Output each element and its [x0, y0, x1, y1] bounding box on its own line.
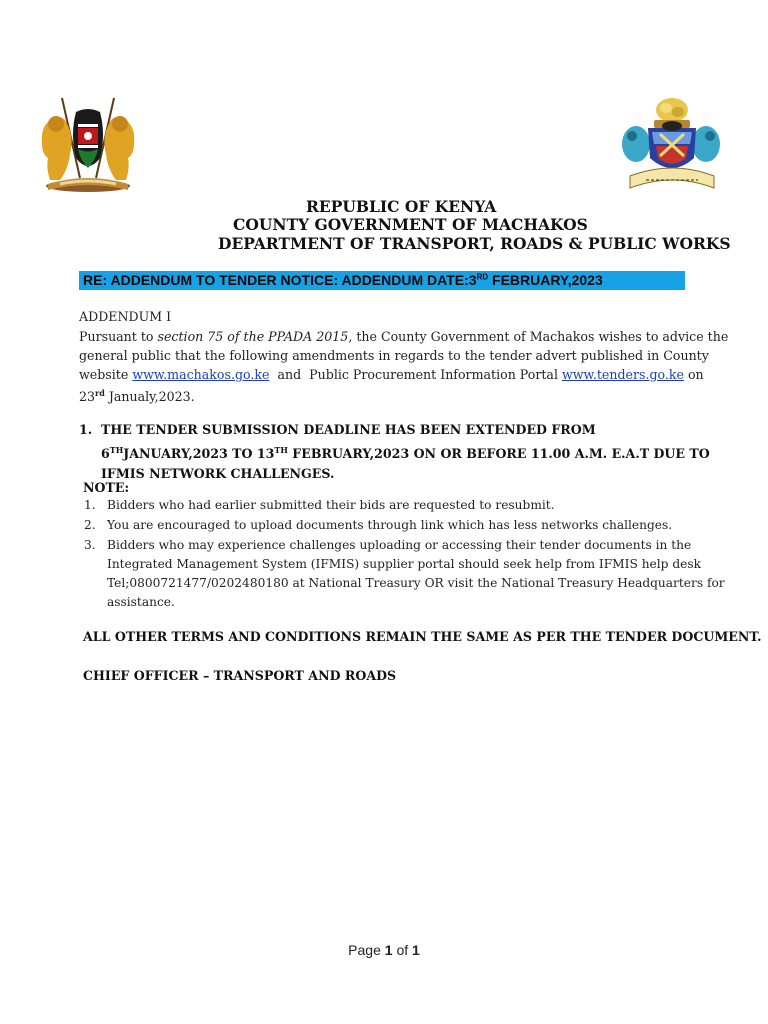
intro-text-5: Janualy,2023.	[104, 389, 195, 405]
signatory: CHIEF OFFICER – TRANSPORT AND ROADS	[83, 668, 397, 683]
header-republic: REPUBLIC OF KENYA	[306, 197, 497, 216]
intro-superscript: rd	[95, 388, 105, 398]
footer-of-word: of	[392, 942, 413, 958]
kenya-coat-of-arms-icon	[34, 94, 142, 194]
terms-statement: ALL OTHER TERMS AND CONDITIONS REMAIN THE SAME AS PER THE TENDER DOCUMENT.	[83, 629, 762, 644]
notes-list	[84, 496, 734, 613]
page-footer	[0, 942, 768, 958]
note-text: Bidders who may experience challenges uploading or accessing their tender documents in the Integrated Management System (IFMIS) supplier portal should seek help from IFMIS help desk Tel;0800721477/0202480180 at National Treasury OR visit the National Treasury Headquarters for assistance.	[107, 538, 725, 609]
re-subject-text	[83, 272, 603, 288]
total-page-count: 1	[412, 942, 420, 958]
re-text-after: FEBRUARY,2023	[488, 272, 603, 288]
item-text-c: FEBRUARY,2023 ON OR BEFORE 11.00 A.M. E.A.T DUE TO IFMIS NETWORK CHALLENGES.	[101, 446, 710, 482]
re-superscript: RD	[476, 272, 489, 282]
note-label: NOTE:	[83, 480, 130, 495]
header-department: DEPARTMENT OF TRANSPORT, ROADS & PUBLIC WORKS	[218, 234, 731, 253]
intro-text-4: on 23	[79, 367, 704, 405]
note-text: Bidders who had earlier submitted their bids are requested to resubmit.	[107, 498, 555, 512]
addendum-number: ADDENDUM I	[79, 309, 172, 324]
item-number: 1.	[79, 422, 93, 437]
deadline-extension-item	[79, 420, 719, 484]
machakos-website-link[interactable]: www.machakos.go.ke	[132, 367, 270, 382]
current-page-number: 1	[384, 942, 393, 958]
list-item	[84, 516, 734, 535]
re-subject-bar	[79, 271, 685, 290]
note-number: 2.	[84, 518, 96, 532]
item-text	[101, 420, 719, 484]
header-county: COUNTY GOVERNMENT OF MACHAKOS	[233, 215, 588, 234]
intro-text-3: and Public Procurement Information Portal	[269, 367, 562, 382]
intro-paragraph	[79, 327, 729, 406]
list-item	[84, 536, 734, 612]
intro-legal-reference: section 75 of the PPADA 2015	[157, 329, 349, 344]
note-number: 1.	[84, 498, 96, 512]
intro-text-1: Pursuant to	[79, 329, 158, 344]
note-number: 3.	[84, 538, 96, 552]
intro-text-2: , the County Government of Machakos wishes to advice the general public that the following amendments in regards to the tender advert published in County website	[79, 329, 729, 382]
re-text-before: RE: ADDENDUM TO TENDER NOTICE: ADDENDUM DATE:3	[83, 272, 477, 288]
item-text-b: JANUARY,2023 TO 13	[123, 446, 275, 462]
machakos-county-crest-icon	[616, 96, 726, 196]
item-sup-2: TH	[274, 445, 288, 455]
footer-page-word: Page	[348, 942, 385, 958]
list-item	[84, 496, 734, 515]
item-text-a: THE TENDER SUBMISSION DEADLINE HAS BEEN EXTENDED FROM 6	[101, 422, 596, 462]
item-sup-1: TH	[109, 445, 124, 455]
tenders-portal-link[interactable]: www.tenders.go.ke	[561, 367, 684, 382]
note-text: You are encouraged to upload documents through link which has less networks challenges.	[107, 518, 673, 532]
